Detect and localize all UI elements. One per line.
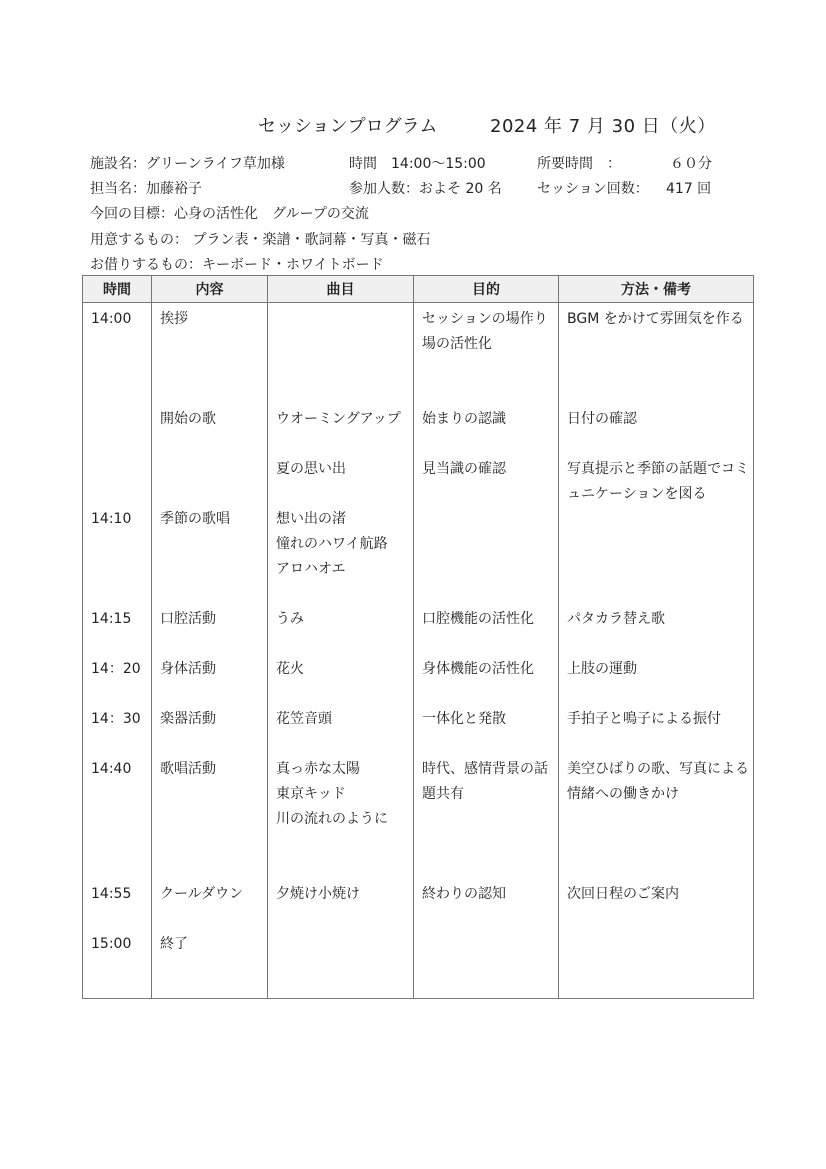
content-cell: 口腔活動	[160, 611, 216, 627]
songs-column	[268, 303, 414, 999]
items-to-prepare: 用意するもの： プラン表・楽譜・歌詞幕・写真・磁石	[90, 232, 431, 248]
content-cell: 終了	[160, 936, 188, 952]
purpose-cell: 見当識の確認	[422, 461, 506, 477]
song-cell: 東京キッド	[276, 786, 346, 802]
song-cell: 川の流れのように	[276, 811, 388, 827]
song-cell: 花笠音頭	[276, 711, 332, 727]
time-cell: 14：20	[91, 661, 141, 677]
purpose-cell: 終わりの認知	[422, 886, 506, 902]
items-to-borrow: お借りするもの：キーボード・ホワイトボード	[90, 257, 384, 273]
song-cell: ウオーミングアップ	[276, 411, 401, 427]
content-cell: 楽器活動	[160, 711, 216, 727]
table-header-row	[83, 276, 754, 303]
session-count-value: 417 回	[666, 181, 712, 197]
method-cell: パタカラ替え歌	[567, 611, 665, 627]
purpose-cell: 場の活性化	[422, 336, 492, 352]
method-cell: 上肢の運動	[567, 661, 637, 677]
method-cell: 次回日程のご案内	[567, 886, 679, 902]
time-cell: 14:10	[91, 511, 132, 527]
header-time: 時間	[83, 276, 152, 303]
program-date: 2024 年 7 月 30 日（火）	[490, 116, 716, 137]
method-cell: 美空ひばりの歌、写真による情緒への働きかけ	[567, 761, 749, 802]
content-cell: 歌唱活動	[160, 761, 216, 777]
purpose-column	[414, 303, 559, 999]
method-cell: 手拍子と鳴子による振付	[567, 711, 721, 727]
song-cell: うみ	[276, 611, 304, 627]
content-cell: 開始の歌	[160, 411, 216, 427]
program-table	[82, 275, 754, 999]
time-cell: 14:40	[91, 761, 132, 777]
song-cell: 花火	[276, 661, 304, 677]
content-cell: 挨拶	[160, 311, 188, 327]
header-songs: 曲目	[268, 276, 414, 303]
header-method: 方法・備考	[559, 276, 754, 303]
content-cell: クールダウン	[160, 886, 244, 902]
method-cell: 日付の確認	[567, 411, 637, 427]
participant-count: 参加人数：およそ 20 名	[349, 181, 502, 197]
purpose-cell: 口腔機能の活性化	[422, 611, 534, 627]
song-cell: 真っ赤な太陽	[276, 761, 360, 777]
content-cell: 季節の歌唱	[160, 511, 230, 527]
session-count-label: セッション回数：	[537, 181, 649, 197]
staff-name: 担当名：加藤裕子	[90, 181, 202, 197]
header-content: 内容	[152, 276, 268, 303]
method-column	[559, 303, 754, 999]
method-cell: 写真提示と季節の話題でコミュニケーションを図る	[567, 461, 749, 502]
purpose-cell: セッションの場作り	[422, 311, 548, 327]
purpose-cell: 一体化と発散	[422, 711, 506, 727]
song-cell: 想い出の渚	[276, 511, 346, 527]
facility-name: 施設名：グリーンライフ草加様	[90, 156, 285, 172]
time-column	[83, 303, 152, 999]
purpose-cell: 身体機能の活性化	[422, 661, 534, 677]
session-time: 時間 14:00～15:00	[349, 156, 486, 172]
song-cell: 夏の思い出	[276, 461, 346, 477]
song-cell: 夕焼け小焼け	[276, 886, 360, 902]
session-goal: 今回の目標：心身の活性化 グループの交流	[90, 206, 369, 222]
purpose-cell: 時代、感情背景の話題共有	[422, 761, 548, 802]
table-body-row	[83, 303, 754, 999]
content-column	[152, 303, 268, 999]
time-cell: 15:00	[91, 936, 132, 952]
time-cell: 14:15	[91, 611, 132, 627]
program-title: セッションプログラム	[258, 116, 438, 137]
song-cell: 憧れのハワイ航路	[276, 536, 388, 552]
song-cell: アロハオエ	[276, 561, 346, 577]
duration-label: 所要時間 ：	[537, 156, 621, 172]
header-purpose: 目的	[414, 276, 559, 303]
time-cell: 14：30	[91, 711, 141, 727]
time-cell: 14:55	[91, 886, 132, 902]
duration-value: ６０分	[670, 156, 712, 172]
content-cell: 身体活動	[160, 661, 216, 677]
time-cell: 14:00	[91, 311, 132, 327]
method-cell: BGM をかけて雰囲気を作る	[567, 311, 744, 327]
purpose-cell: 始まりの認識	[422, 411, 506, 427]
